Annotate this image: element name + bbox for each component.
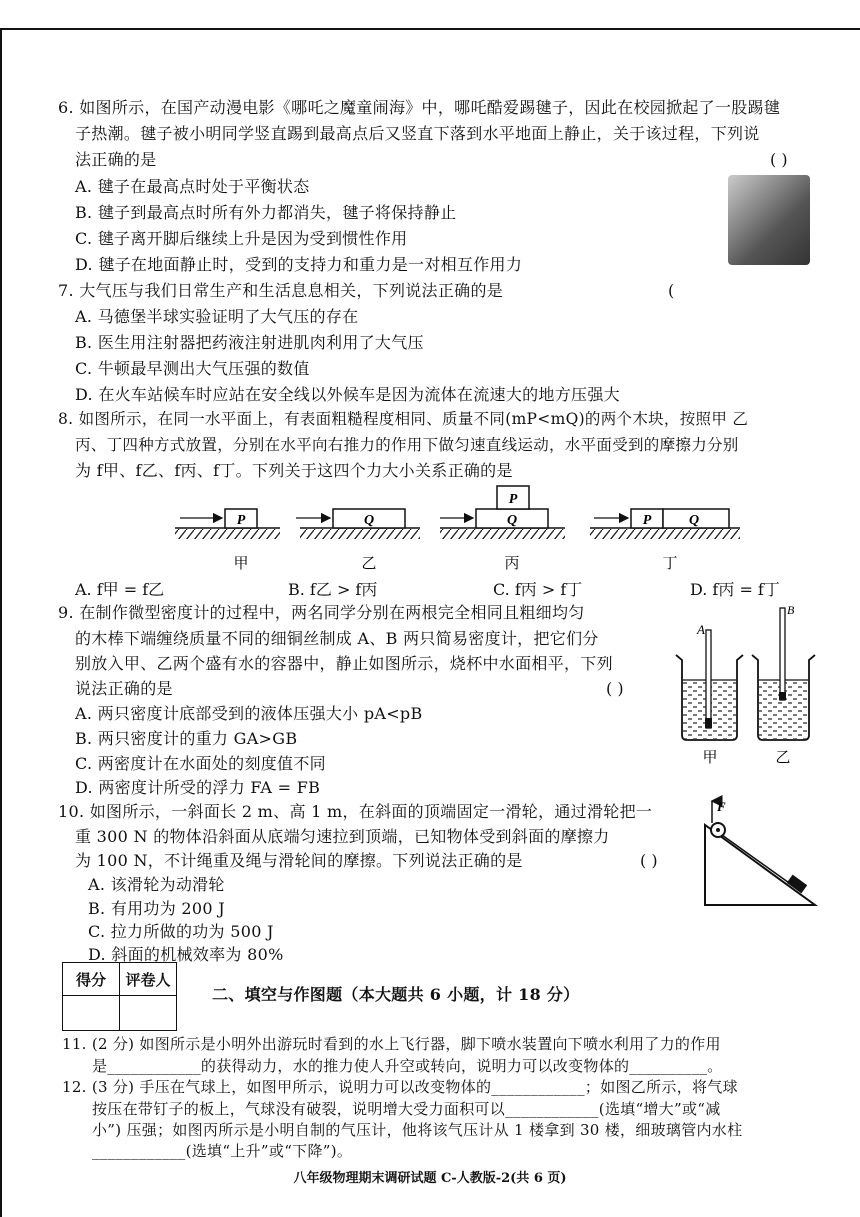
q8-block-p-1: P <box>236 513 246 528</box>
q6-line2: 子热潮。毽子被小明同学竖直踢到最高点后又竖直下落到水平地面上静止，关于该过程，下列说 <box>75 124 760 143</box>
q7-option-a: A. 马德堡半球实验证明了大气压的存在 <box>75 307 359 326</box>
q8-label-bing: 丙 <box>504 554 520 572</box>
q9-label-a: A <box>697 622 705 637</box>
q12-line3: 小”) 压强；如图丙所示是小明自制的气压计，他将该气压计从 1 楼拿到 30 楼，细玻璃管内水柱 <box>92 1121 743 1139</box>
q7-option-c: C. 牛顿最早测出大气压强的数值 <box>75 359 310 378</box>
q10-option-d: D. 斜面的机械效率为 80% <box>88 945 284 964</box>
grader-header: 评卷人 <box>120 963 177 996</box>
q9-option-a: A. 两只密度计底部受到的液体压强大小 pA<pB <box>75 704 423 723</box>
q8-block-q-1: Q <box>363 513 375 528</box>
q8-block-q-3: Q <box>688 513 700 528</box>
q7-option-d: D. 在火车站候车时应站在安全线以外候车是因为流体在流速大的地方压强大 <box>75 385 620 404</box>
q10-answer-paren: ( ) <box>640 851 658 870</box>
q9-line3: 别放入甲、乙两个盛有水的容器中，静止如图所示，烧杯中水面相平，下列 <box>75 654 613 673</box>
q9-line2: 的木棒下端缠绕质量不同的细铜丝制成 A、B 两只简易密度计，把它们分 <box>75 629 599 648</box>
q8-option-d: D. f丙 = f丁 <box>690 580 780 599</box>
q6-line1: 6. 如图所示，在国产动漫电影《哪吒之魔童闹海》中，哪吒酷爱踢毽子，因此在校园掀起了一股踢毽 <box>58 98 781 117</box>
q10-option-c: C. 拉力所做的功为 500 J <box>88 922 274 941</box>
q8-label-yi: 乙 <box>361 554 377 572</box>
q8-label-jia: 甲 <box>233 554 249 572</box>
q10-incline-diagram <box>700 795 820 915</box>
q9-cup-jia: 甲 <box>702 748 718 766</box>
q12-line1: 12. (3 分) 手压在气球上，如图甲所示，说明力可以改变物体的____________；如图乙所示，将气球 <box>62 1078 738 1096</box>
q8-line2: 丙、丁四种方式放置，分别在水平向右推力的作用下做匀速直线运动，水平面受到的摩擦力分别 <box>75 436 739 454</box>
q9-label-b: B <box>787 603 795 617</box>
score-header: 得分 <box>63 963 120 996</box>
q9-beaker-diagram <box>672 600 822 770</box>
q7-option-b: B. 医生用注射器把药液注射进肌肉利用了大气压 <box>75 333 424 352</box>
q9-answer-paren: ( ) <box>606 679 624 698</box>
q8-line3: 为 f甲、f乙、f丙、f丁。下列关于这四个力大小关系正确的是 <box>75 461 513 480</box>
q7-line1: 7. 大气压与我们日常生产和生活息息相关，下列说法正确的是 <box>58 281 504 300</box>
q10-option-a: A. 该滑轮为动滑轮 <box>88 875 225 894</box>
q8-block-q-2: Q <box>506 513 518 528</box>
score-table <box>62 962 177 1031</box>
q9-line4: 说法正确的是 <box>75 679 173 698</box>
q6-option-b: B. 毽子到最高点时所有外力都消失，毽子将保持静止 <box>75 203 457 222</box>
q9-cup-yi: 乙 <box>775 748 791 766</box>
q6-answer-paren: ( ) <box>770 150 788 169</box>
q8-option-c: C. f丙 > f丁 <box>493 580 583 599</box>
q7-answer-paren: ( <box>668 281 675 300</box>
q10-line1: 10. 如图所示，一斜面长 2 m、高 1 m，在斜面的顶端固定一滑轮，通过滑轮把一 <box>58 802 653 821</box>
q6-option-d: D. 毽子在地面静止时，受到的支持力和重力是一对相互作用力 <box>75 255 523 274</box>
q9-option-b: B. 两只密度计的重力 GA>GB <box>75 729 298 748</box>
q8-block-diagram <box>170 480 750 580</box>
score-cell[interactable] <box>63 996 120 1031</box>
q12-line2: 按压在带钉子的板上，气球没有破裂，说明增大受力面积可以____________(选填“增大”或“减 <box>92 1100 721 1118</box>
q6-line3: 法正确的是 <box>75 150 157 169</box>
q8-line1: 8. 如图所示，在同一水平面上，有表面粗糙程度相同、质量不同(mP<mQ)的两个木块，按照甲 乙 <box>58 410 749 428</box>
q9-option-d: D. 两密度计所受的浮力 FA = FB <box>75 778 321 797</box>
q9-option-c: C. 两密度计在水面处的刻度值不同 <box>75 754 326 773</box>
q10-option-b: B. 有用功为 200 J <box>88 899 225 918</box>
q8-option-a: A. f甲 = f乙 <box>75 580 165 599</box>
nezha-photo <box>728 175 810 265</box>
q11-line1: 11. (2 分) 如图所示是小明外出游玩时看到的水上飞行器，脚下喷水装置向下喷水利用了力的作用 <box>62 1035 721 1053</box>
page-footer: 八年级物理期末调研试题 C-人教版-2(共 6 页) <box>293 1171 567 1186</box>
section-2-heading: 二、填空与作图题（本大题共 6 小题，计 18 分） <box>212 985 580 1004</box>
q10-line3: 为 100 N，不计绳重及绳与滑轮间的摩擦。下列说法正确的是 <box>75 851 523 870</box>
q9-line1: 9. 在制作微型密度计的过程中，两名同学分别在两根完全相同且粗细均匀 <box>58 603 585 622</box>
q8-block-p-2: P <box>508 492 518 507</box>
q8-label-ding: 丁 <box>662 554 678 572</box>
q8-option-b: B. f乙 > f丙 <box>288 580 378 599</box>
q8-block-p-3: P <box>642 513 652 528</box>
grader-cell[interactable] <box>120 996 177 1031</box>
q6-option-c: C. 毽子离开脚后继续上升是因为受到惯性作用 <box>75 229 408 248</box>
q10-line2: 重 300 N 的物体沿斜面从底端匀速拉到顶端，已知物体受到斜面的摩擦力 <box>75 827 610 846</box>
q11-line2: 是____________的获得动力，水的推力使人升空或转向，说明力可以改变物体的__________。 <box>92 1057 723 1075</box>
q12-line4: ____________(选填“上升”或“下降”)。 <box>92 1142 353 1160</box>
q6-option-a: A. 毽子在最高点时处于平衡状态 <box>75 177 310 196</box>
q10-force-label: F <box>717 799 726 814</box>
